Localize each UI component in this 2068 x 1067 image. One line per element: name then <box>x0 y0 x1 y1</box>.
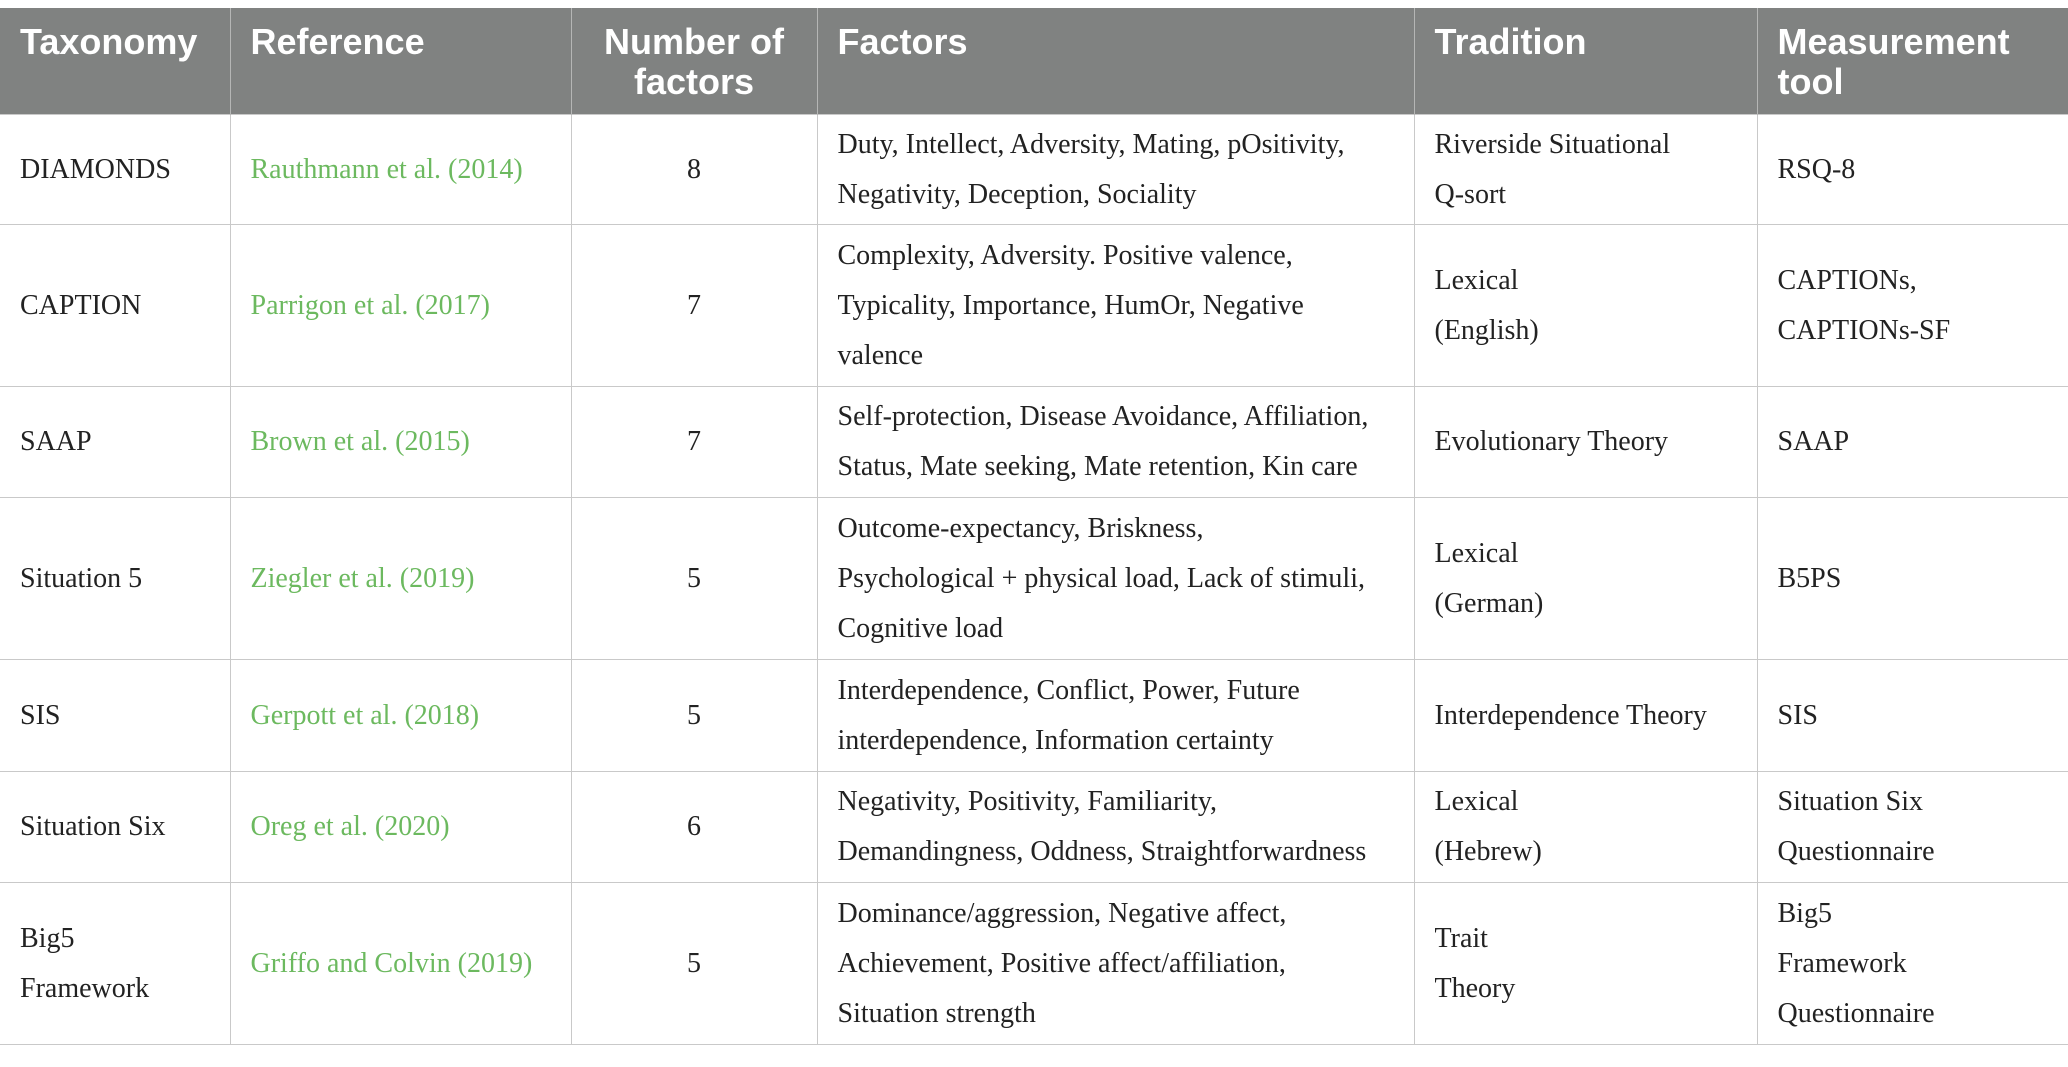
header-measurement-tool: Measurement tool <box>1757 8 2068 115</box>
cell-reference[interactable] <box>230 225 571 387</box>
cell-number-of-factors <box>571 772 817 883</box>
measurement-tool-text: SIS <box>1777 699 1818 731</box>
measurement-tool-text: Big5 Framework Questionnaire <box>1777 897 1935 1029</box>
cell-number-of-factors <box>571 660 817 772</box>
reference-link[interactable]: Gerpott et al. (2018) <box>250 699 480 731</box>
cell-measurement-tool <box>1757 115 2068 225</box>
header-taxonomy: Taxonomy <box>0 8 230 115</box>
tradition-text: Lexical (Hebrew) <box>1434 786 1542 867</box>
taxonomy-text: DIAMONDS <box>20 153 171 185</box>
reference-link[interactable]: Griffo and Colvin (2019) <box>250 947 533 979</box>
cell-reference[interactable] <box>230 883 571 1045</box>
number-of-factors-text: 5 <box>687 562 701 594</box>
cell-tradition <box>1414 115 1757 225</box>
taxonomy-text: SIS <box>20 699 61 731</box>
cell-measurement-tool <box>1757 883 2068 1045</box>
factors-text: Self-protection, Disease Avoidance, Affiliation, Status, Mate seeking, Mate retention, Kin care <box>837 401 1369 482</box>
cell-factors <box>817 387 1414 498</box>
cell-tradition <box>1414 498 1757 660</box>
taxonomy-text: Situation Six <box>20 811 166 842</box>
tradition-text: Lexical (English) <box>1434 264 1539 346</box>
measurement-tool-text: B5PS <box>1777 562 1842 594</box>
tradition-text: Evolutionary Theory <box>1434 426 1669 457</box>
factors-text: Interdependence, Conflict, Power, Future interdependence, Information certainty <box>837 674 1300 756</box>
cell-measurement-tool <box>1757 387 2068 498</box>
measurement-tool-text: RSQ-8 <box>1777 153 1856 185</box>
taxonomy-table-container <box>0 8 2068 1045</box>
table-header <box>0 8 2068 115</box>
reference-link[interactable]: Rauthmann et al. (2014) <box>250 153 523 185</box>
cell-measurement-tool <box>1757 772 2068 883</box>
tradition-text: Trait Theory <box>1434 922 1516 1004</box>
tradition-text: Interdependence Theory <box>1434 699 1707 731</box>
header-number-of-factors: Number of factors <box>571 8 817 115</box>
cell-measurement-tool <box>1757 498 2068 660</box>
reference-link[interactable]: Ziegler et al. (2019) <box>250 562 475 594</box>
factors-text: Complexity, Adversity. Positive valence, Typicality, Importance, HumOr, Negative valence <box>837 239 1304 371</box>
cell-factors <box>817 115 1414 225</box>
taxonomy-text: CAPTION <box>20 289 142 321</box>
cell-tradition <box>1414 883 1757 1045</box>
cell-tradition <box>1414 660 1757 772</box>
taxonomy-text: SAAP <box>20 426 92 457</box>
reference-link[interactable]: Parrigon et al. (2017) <box>250 289 490 321</box>
table-row <box>0 772 2068 883</box>
cell-taxonomy <box>0 387 230 498</box>
factors-text: Negativity, Positivity, Familiarity, Demandingness, Oddness, Straightforwardness <box>837 786 1367 867</box>
factors-text: Outcome-expectancy, Briskness, Psychological + physical load, Lack of stimuli, Cognitive load <box>837 512 1365 644</box>
cell-tradition <box>1414 772 1757 883</box>
factors-text: Duty, Intellect, Adversity, Mating, pOsitivity, Negativity, Deception, Sociality <box>837 128 1345 210</box>
cell-measurement-tool <box>1757 660 2068 772</box>
taxonomy-table <box>0 8 2068 1045</box>
cell-reference[interactable] <box>230 498 571 660</box>
header-factors: Factors <box>817 8 1414 115</box>
cell-number-of-factors <box>571 498 817 660</box>
cell-tradition <box>1414 225 1757 387</box>
tradition-text: Riverside Situational Q-sort <box>1434 128 1671 210</box>
table-row <box>0 498 2068 660</box>
header-row <box>0 8 2068 115</box>
cell-taxonomy <box>0 498 230 660</box>
measurement-tool-text: SAAP <box>1777 426 1850 457</box>
cell-reference[interactable] <box>230 772 571 883</box>
table-row <box>0 225 2068 387</box>
cell-factors <box>817 660 1414 772</box>
factors-text: Dominance/aggression, Negative affect, Achievement, Positive affect/affiliation, Situation strength <box>837 897 1287 1029</box>
table-row <box>0 387 2068 498</box>
cell-tradition <box>1414 387 1757 498</box>
measurement-tool-text: CAPTIONs, CAPTIONs-SF <box>1777 264 1951 346</box>
number-of-factors-text: 7 <box>687 426 701 457</box>
taxonomy-text: Big5 Framework <box>20 922 150 1004</box>
cell-reference[interactable] <box>230 115 571 225</box>
cell-factors <box>817 498 1414 660</box>
number-of-factors-text: 5 <box>687 947 701 979</box>
table-row <box>0 883 2068 1045</box>
cell-number-of-factors <box>571 883 817 1045</box>
tradition-text: Lexical (German) <box>1434 537 1544 619</box>
reference-link[interactable]: Brown et al. (2015) <box>250 426 470 457</box>
cell-reference[interactable] <box>230 387 571 498</box>
cell-taxonomy <box>0 115 230 225</box>
taxonomy-text: Situation 5 <box>20 562 143 594</box>
cell-number-of-factors <box>571 387 817 498</box>
number-of-factors-text: 8 <box>687 153 701 185</box>
table-row <box>0 660 2068 772</box>
number-of-factors-text: 7 <box>687 289 701 321</box>
cell-factors <box>817 225 1414 387</box>
table-body <box>0 115 2068 1045</box>
reference-link[interactable]: Oreg et al. (2020) <box>250 811 450 842</box>
header-reference: Reference <box>230 8 571 115</box>
header-tradition: Tradition <box>1414 8 1757 115</box>
cell-measurement-tool <box>1757 225 2068 387</box>
cell-taxonomy <box>0 883 230 1045</box>
cell-reference[interactable] <box>230 660 571 772</box>
number-of-factors-text: 5 <box>687 699 701 731</box>
cell-factors <box>817 772 1414 883</box>
number-of-factors-text: 6 <box>687 811 701 842</box>
measurement-tool-text: Situation Six Questionnaire <box>1777 786 1935 867</box>
cell-taxonomy <box>0 225 230 387</box>
cell-taxonomy <box>0 772 230 883</box>
table-row <box>0 115 2068 225</box>
cell-factors <box>817 883 1414 1045</box>
cell-number-of-factors <box>571 115 817 225</box>
cell-number-of-factors <box>571 225 817 387</box>
cell-taxonomy <box>0 660 230 772</box>
